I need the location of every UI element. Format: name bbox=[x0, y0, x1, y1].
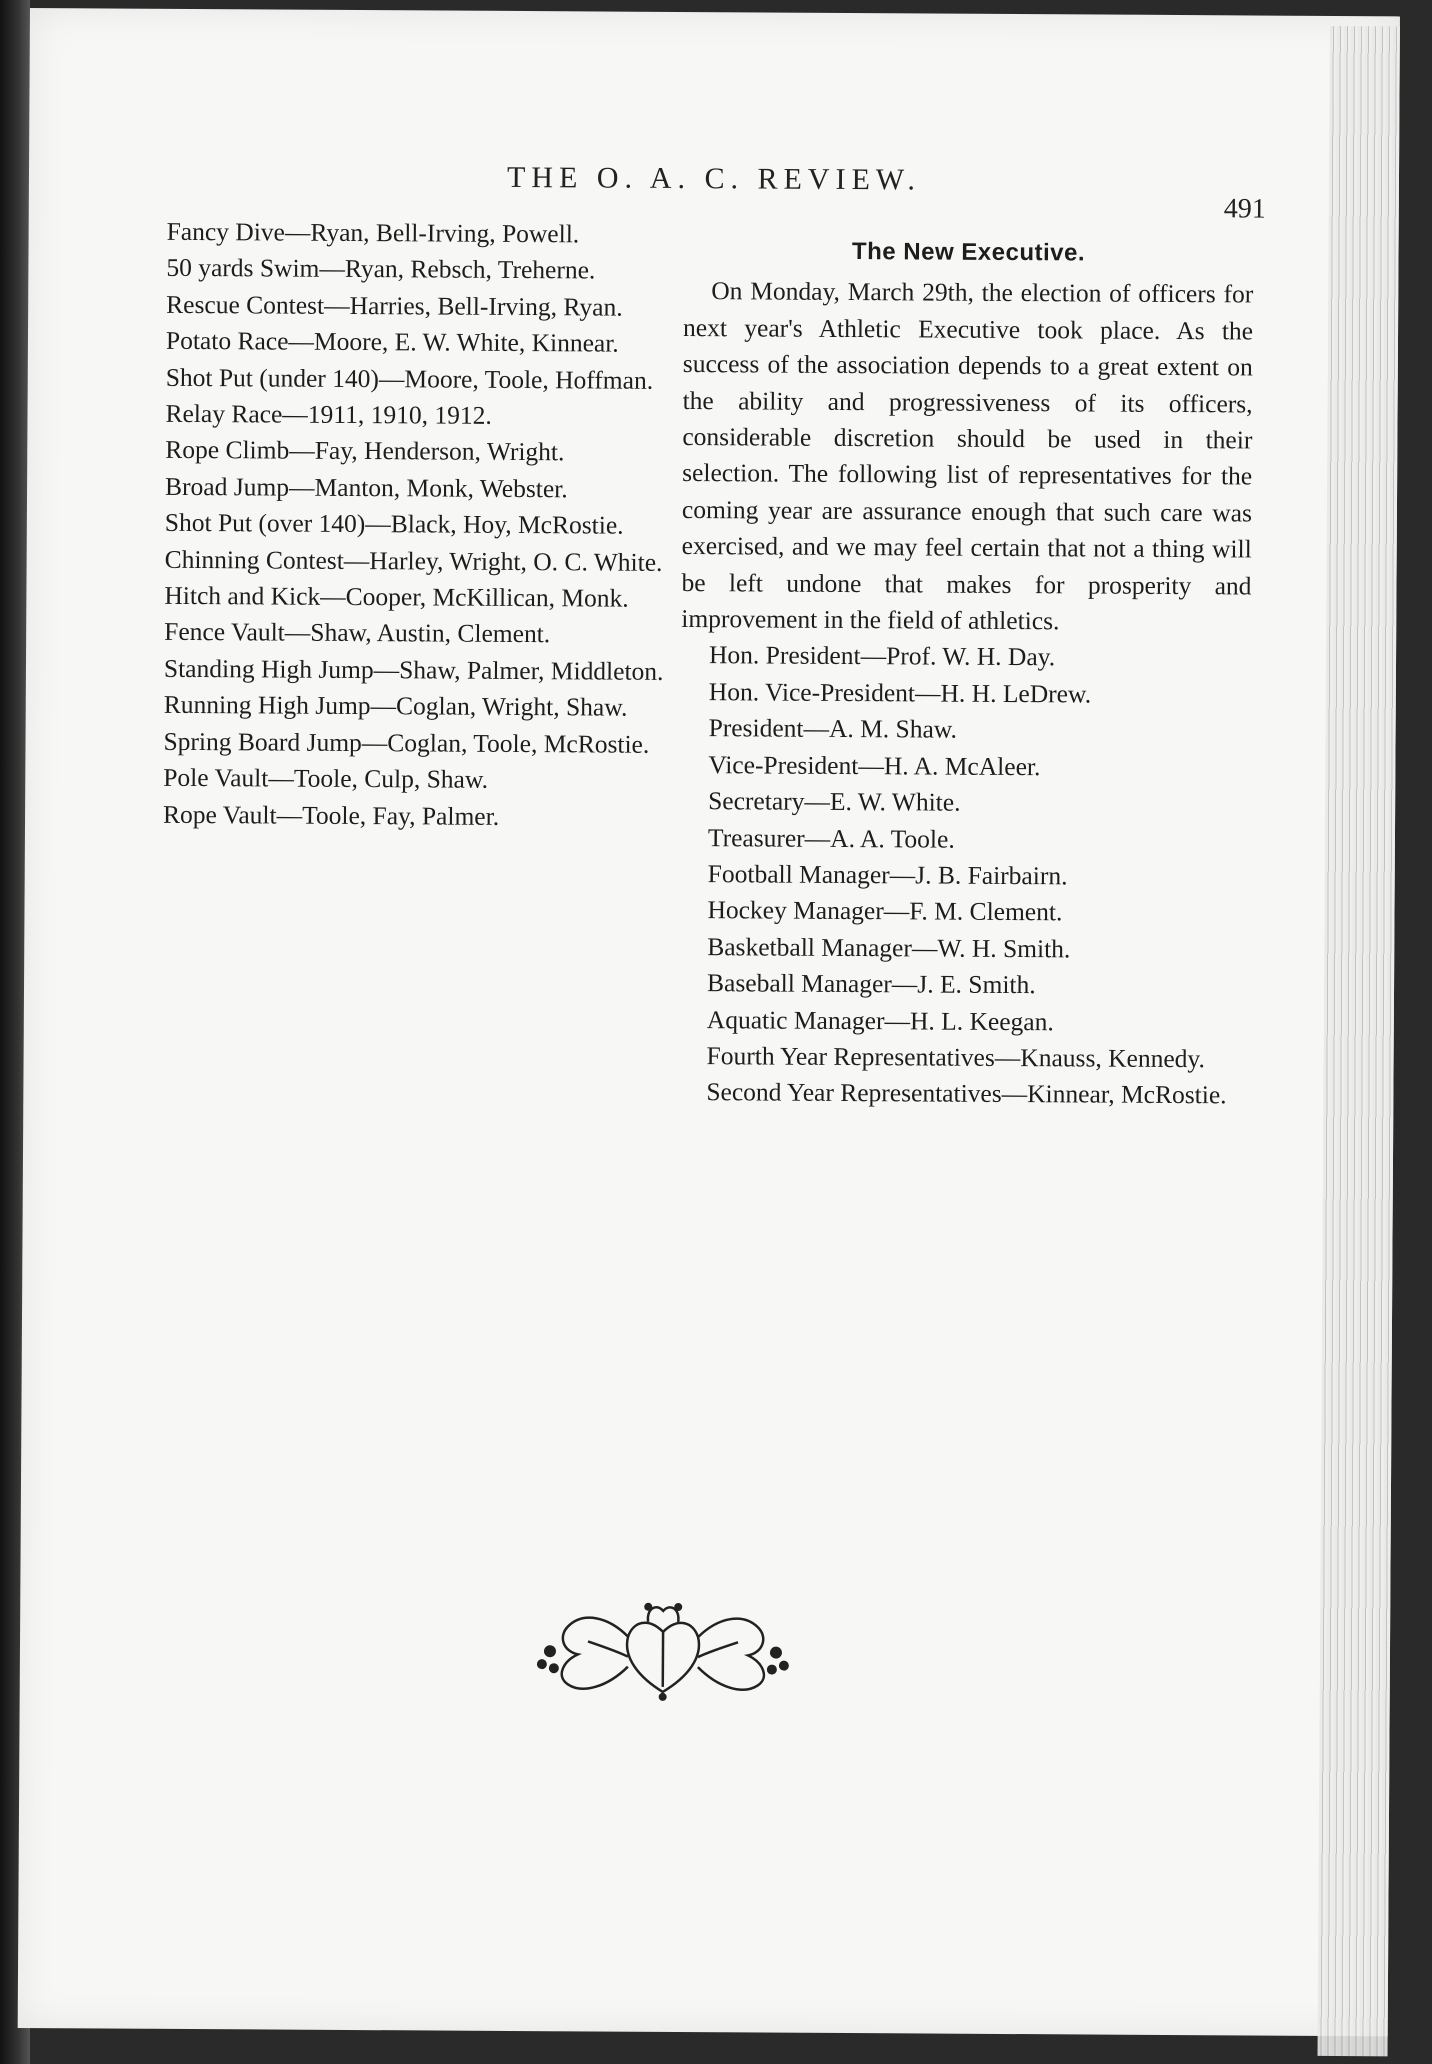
officer-entry: Fourth Year Representatives—Knauss, Kennedy. bbox=[706, 1041, 1206, 1074]
officer-entry: Hockey Manager—F. M. Clement. bbox=[707, 895, 1063, 927]
officer-entry: Second Year Representatives—Kinnear, McRostie. bbox=[706, 1077, 1227, 1110]
book-page bbox=[18, 8, 1400, 2036]
result-entry: Fence Vault—Shaw, Austin, Clement. bbox=[164, 617, 551, 649]
running-header: THE O. A. C. REVIEW. bbox=[506, 160, 922, 197]
result-entry: Rope Climb—Fay, Henderson, Wright. bbox=[165, 435, 565, 467]
officer-entry: Hon. President—Prof. W. H. Day. bbox=[708, 640, 1056, 672]
floral-ornament-icon bbox=[528, 1596, 799, 1708]
result-entry: Pole Vault—Toole, Culp, Shaw. bbox=[163, 762, 489, 794]
result-entry: Rescue Contest—Harries, Bell-Irving, Ryan. bbox=[166, 289, 623, 322]
officer-entry: Treasurer—A. A. Toole. bbox=[707, 822, 955, 854]
officer-entry: Secretary—E. W. White. bbox=[708, 786, 961, 817]
result-entry: Broad Jump—Manton, Monk, Webster. bbox=[164, 471, 568, 504]
result-entry: Shot Put (over 140)—Black, Hoy, McRostie. bbox=[164, 508, 624, 540]
officer-entry: Vice-President—H. A. McAleer. bbox=[708, 749, 1041, 781]
page-number: 491 bbox=[1223, 193, 1266, 225]
result-entry: Relay Race—1911, 1910, 1912. bbox=[165, 398, 492, 430]
result-entry: Hitch and Kick—Cooper, McKillican, Monk. bbox=[164, 580, 629, 613]
officer-entry: Football Manager—J. B. Fairbairn. bbox=[707, 859, 1068, 891]
result-entry: Potato Race—Moore, E. W. White, Kinnear. bbox=[165, 326, 619, 358]
result-entry: 50 yards Swim—Ryan, Rebsch, Treherne. bbox=[166, 253, 596, 285]
section-title: The New Executive. bbox=[851, 238, 1086, 267]
officer-entry: Aquatic Manager—H. L. Keegan. bbox=[706, 1004, 1054, 1036]
page-stack-edges bbox=[1318, 26, 1400, 2056]
officer-entry: Baseball Manager—J. E. Smith. bbox=[706, 968, 1036, 1000]
officer-entry: Hon. Vice-President—H. H. LeDrew. bbox=[708, 677, 1092, 709]
result-entry: Shot Put (under 140)—Moore, Toole, Hoffman. bbox=[165, 362, 654, 395]
result-entry: Rope Vault—Toole, Fay, Palmer. bbox=[162, 799, 500, 831]
executive-column bbox=[678, 217, 1253, 1114]
intro-paragraph: On Monday, March 29th, the election of officers for next year's Athletic Executive took place. As the success of the association depends to a great extent on the ability and progressiveness of its officers, considerable discretion should be used in their selection. The following list of representatives for the coming year are assurance enough that such care was exercised, and we may feel certain that not a thing will be left undone that makes for prosperity and improvement in the field of athletics. bbox=[681, 276, 1254, 636]
result-entry: Fancy Dive—Ryan, Bell-Irving, Powell. bbox=[166, 216, 580, 249]
results-column bbox=[135, 214, 699, 836]
officer-entry: Basketball Manager—W. H. Smith. bbox=[707, 931, 1071, 964]
result-entry: Running High Jump—Coglan, Wright, Shaw. bbox=[163, 690, 628, 722]
result-entry: Standing High Jump—Shaw, Palmer, Middleton. bbox=[163, 653, 664, 686]
result-entry: Chinning Contest—Harley, Wright, O. C. White. bbox=[164, 544, 663, 577]
officer-entry: President—A. M. Shaw. bbox=[708, 713, 958, 744]
result-entry: Spring Board Jump—Coglan, Toole, McRostie. bbox=[163, 726, 650, 759]
